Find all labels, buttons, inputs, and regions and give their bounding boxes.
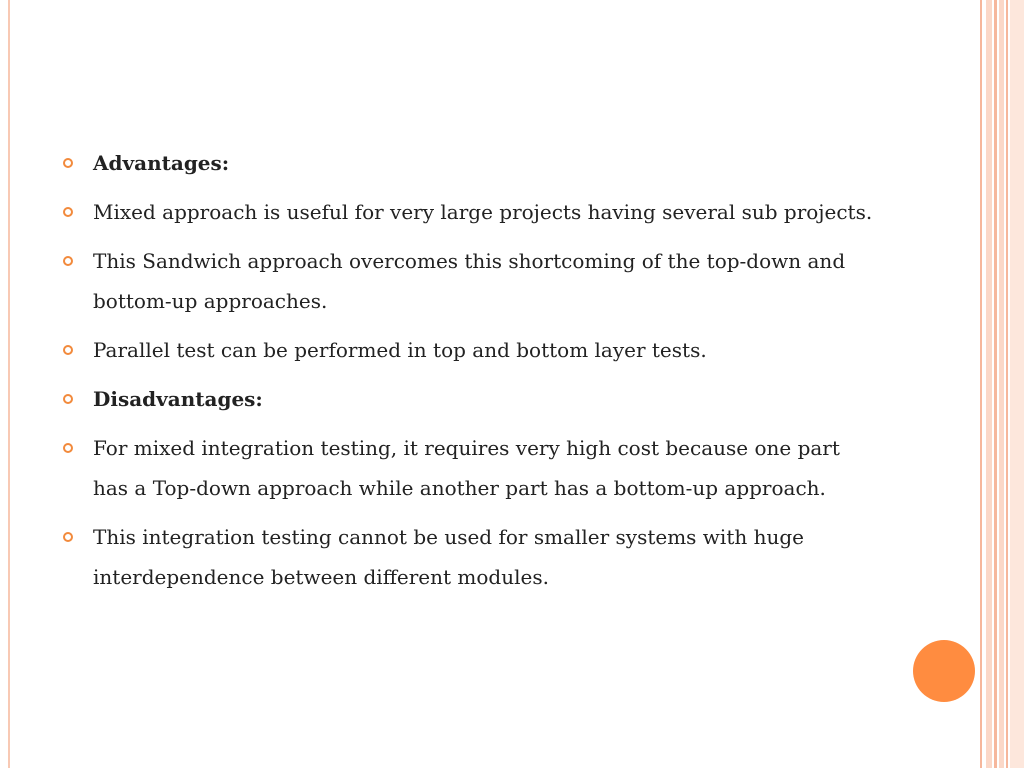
bullet-item <box>58 517 878 597</box>
decorative-stripe <box>986 0 992 768</box>
decorative-orange-circle <box>913 640 975 702</box>
bullet-circle-icon <box>63 345 73 355</box>
bullet-list <box>58 143 878 606</box>
bullet-text: This Sandwich approach overcomes this shortcoming of the top-down and bottom-up approaches. <box>93 249 846 313</box>
bullet-text: Disadvantages: <box>93 387 263 411</box>
bullet-circle-icon <box>63 443 73 453</box>
bullet-text: This integration testing cannot be used for smaller systems with huge interdependence between different modules. <box>93 525 804 589</box>
bullet-item <box>58 428 878 508</box>
bullet-circle-icon <box>63 532 73 542</box>
decorative-stripe <box>980 0 982 768</box>
bullet-circle-icon <box>63 207 73 217</box>
decorative-stripe <box>1010 0 1024 768</box>
bullet-text: Advantages: <box>93 151 230 175</box>
bullet-circle-icon <box>63 256 73 266</box>
bullet-heading-disadvantages <box>58 379 878 419</box>
decorative-stripe <box>1006 0 1008 768</box>
bullet-circle-icon <box>63 158 73 168</box>
bullet-text: Mixed approach is useful for very large projects having several sub projects. <box>93 200 873 224</box>
bullet-item <box>58 192 878 232</box>
decorative-stripe <box>999 0 1004 768</box>
bullet-item <box>58 241 878 321</box>
decorative-stripe <box>994 0 997 768</box>
left-border-line <box>8 0 10 768</box>
bullet-heading-advantages <box>58 143 878 183</box>
bullet-text: Parallel test can be performed in top and bottom layer tests. <box>93 338 707 362</box>
bullet-circle-icon <box>63 394 73 404</box>
bullet-text: For mixed integration testing, it requires very high cost because one part has a Top-down approach while another part has a bottom-up approach. <box>93 436 840 500</box>
bullet-item <box>58 330 878 370</box>
